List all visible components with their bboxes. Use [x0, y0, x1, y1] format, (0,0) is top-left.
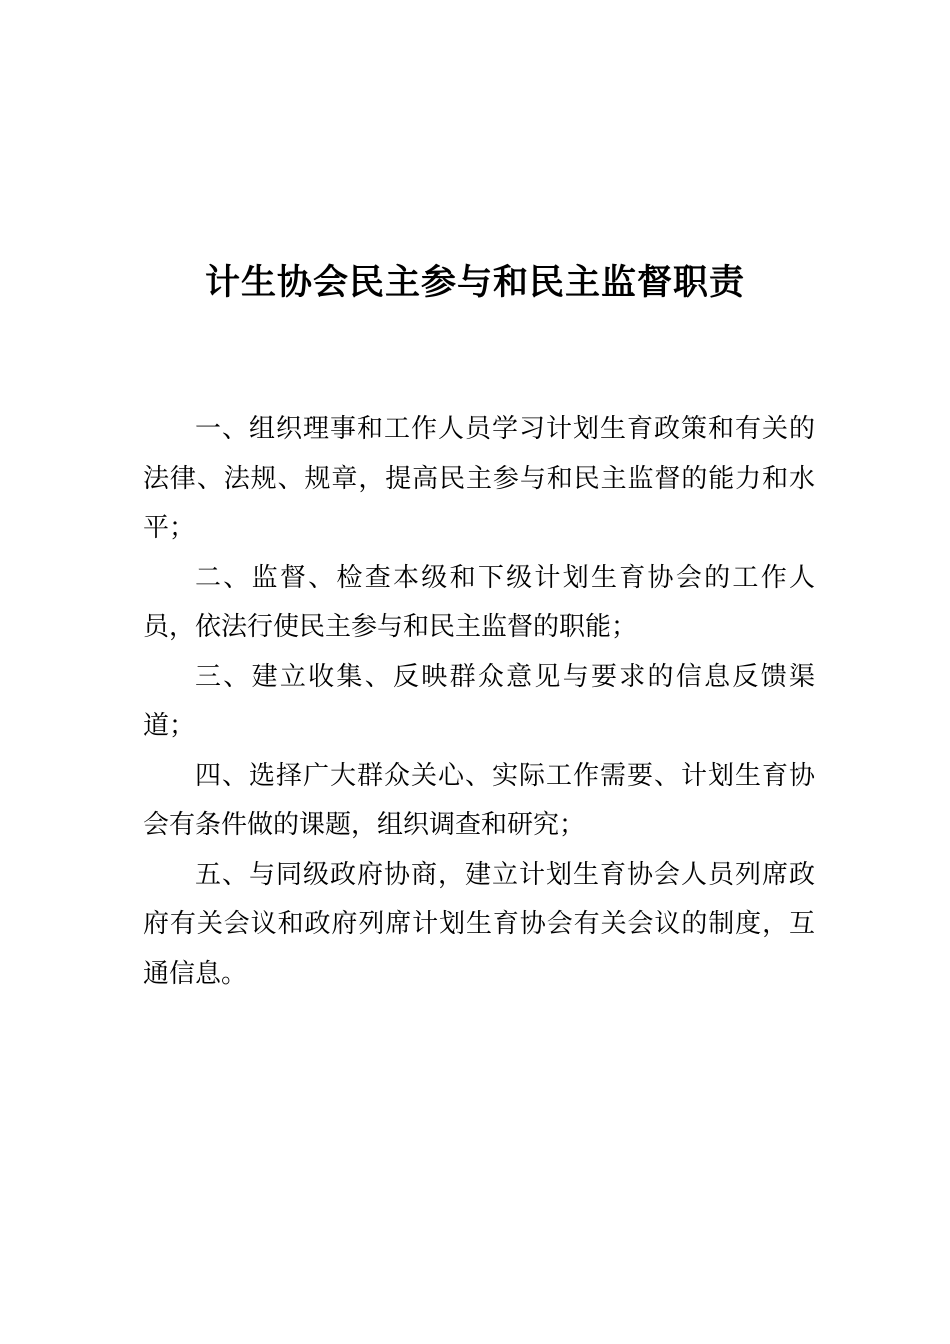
paragraph-3: 三、建立收集、反映群众意见与要求的信息反馈渠道；	[143, 661, 815, 741]
paragraph-2: 二、监督、检查本级和下级计划生育协会的工作人员，依法行使民主参与和民主监督的职能；	[143, 562, 815, 642]
paragraph-1: 一、组织理事和工作人员学习计划生育政策和有关的法律、法规、规章，提高民主参与和民主监督的能力和水平；	[143, 414, 815, 543]
paragraph-5: 五、与同级政府协商，建立计划生育协会人员列席政府有关会议和政府列席计划生育协会有关会议的制度，互通信息。	[143, 859, 815, 989]
document-body	[143, 405, 815, 999]
paragraph-4: 四、选择广大群众关心、实际工作需要、计划生育协会有条件做的课题，组织调查和研究；	[143, 760, 815, 840]
document-title: 计生协会民主参与和民主监督职责	[204, 263, 745, 303]
